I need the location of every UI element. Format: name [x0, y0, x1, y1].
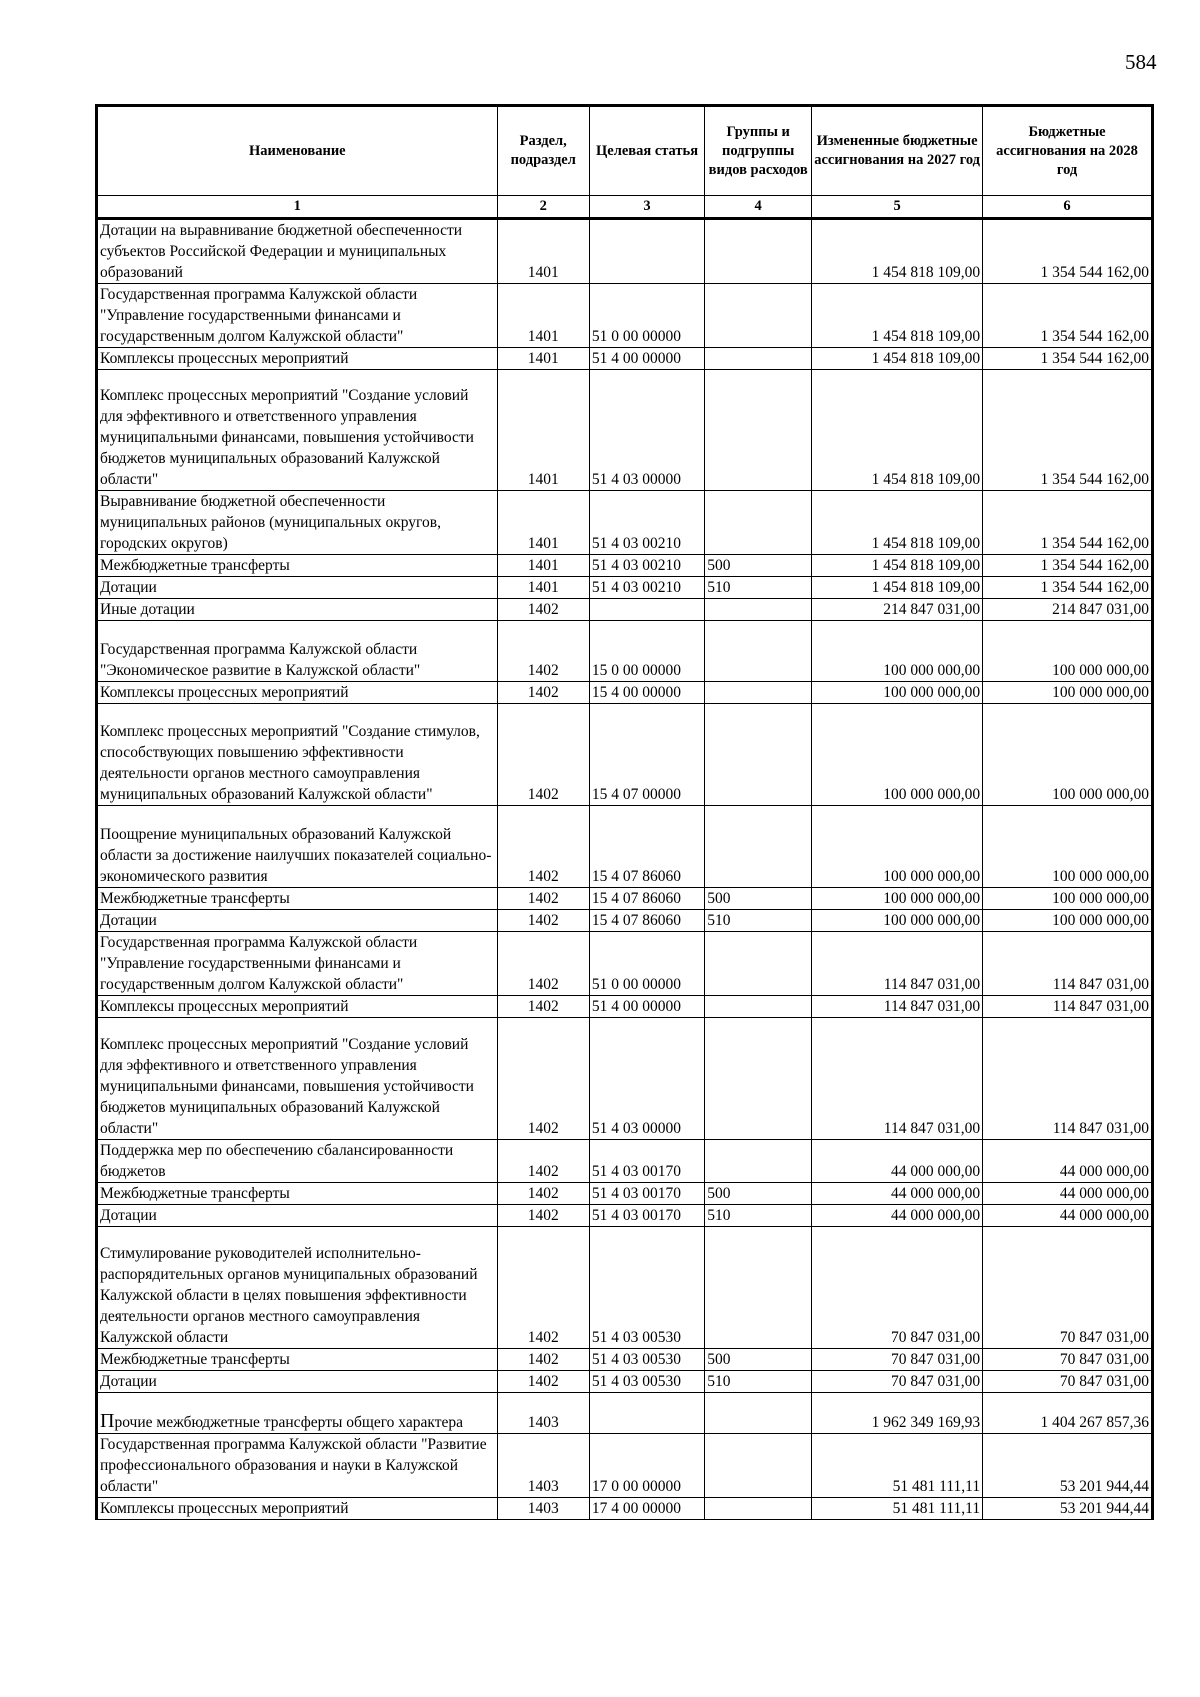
row-expense-group: 500 — [705, 888, 812, 910]
row-expense-group: 510 — [705, 1371, 812, 1393]
row-name: Прочие межбюджетные трансферты общего характера — [97, 1393, 498, 1434]
page-number: 584 — [1125, 50, 1157, 74]
header-name: Наименование — [97, 106, 498, 196]
table-row — [97, 219, 1153, 284]
row-expense-group: 510 — [705, 910, 812, 932]
row-section: 1402 — [497, 704, 589, 806]
column-number-row — [97, 196, 1153, 219]
row-amount-2028: 100 000 000,00 — [983, 888, 1153, 910]
table-row — [97, 1434, 1153, 1498]
row-amount-2027: 100 000 000,00 — [812, 682, 983, 704]
row-amount-2028: 100 000 000,00 — [983, 910, 1153, 932]
row-expense-group — [705, 219, 812, 284]
row-amount-2027: 214 847 031,00 — [812, 599, 983, 621]
row-target-article: 15 0 00 00000 — [589, 621, 704, 682]
row-target-article: 15 4 07 86060 — [589, 806, 704, 888]
row-section: 1401 — [497, 219, 589, 284]
row-amount-2027: 114 847 031,00 — [812, 1018, 983, 1140]
row-amount-2028: 70 847 031,00 — [983, 1349, 1153, 1371]
row-section: 1402 — [497, 621, 589, 682]
row-name: Дотации — [97, 577, 498, 599]
row-name: Дотации — [97, 1205, 498, 1227]
row-section: 1402 — [497, 682, 589, 704]
table-row — [97, 910, 1153, 932]
table-header-row — [97, 106, 1153, 196]
row-amount-2027: 1 454 818 109,00 — [812, 577, 983, 599]
row-amount-2027: 114 847 031,00 — [812, 932, 983, 996]
row-target-article: 51 4 00 00000 — [589, 348, 704, 370]
row-amount-2027: 70 847 031,00 — [812, 1349, 983, 1371]
row-amount-2027: 100 000 000,00 — [812, 888, 983, 910]
row-amount-2028: 1 354 544 162,00 — [983, 219, 1153, 284]
row-amount-2028: 214 847 031,00 — [983, 599, 1153, 621]
table-row — [97, 555, 1153, 577]
row-amount-2028: 1 354 544 162,00 — [983, 284, 1153, 348]
table-row — [97, 996, 1153, 1018]
row-section: 1402 — [497, 1227, 589, 1349]
row-amount-2027: 44 000 000,00 — [812, 1205, 983, 1227]
row-section: 1403 — [497, 1434, 589, 1498]
row-name: Межбюджетные трансферты — [97, 1349, 498, 1371]
row-section: 1402 — [497, 1205, 589, 1227]
row-amount-2028: 100 000 000,00 — [983, 682, 1153, 704]
header-target-article: Целевая статья — [589, 106, 704, 196]
row-section: 1402 — [497, 1349, 589, 1371]
row-target-article: 51 4 00 00000 — [589, 996, 704, 1018]
row-target-article — [589, 1393, 704, 1434]
row-target-article: 15 4 07 00000 — [589, 704, 704, 806]
row-expense-group — [705, 682, 812, 704]
row-amount-2028: 1 354 544 162,00 — [983, 577, 1153, 599]
row-section: 1401 — [497, 370, 589, 491]
table-row — [97, 932, 1153, 996]
row-expense-group — [705, 621, 812, 682]
table-row — [97, 284, 1153, 348]
table-row — [97, 1205, 1153, 1227]
table-row — [97, 1140, 1153, 1183]
row-amount-2028: 1 354 544 162,00 — [983, 348, 1153, 370]
row-section: 1401 — [497, 491, 589, 555]
row-name: Выравнивание бюджетной обеспеченности муниципальных районов (муниципальных округов, городских округов) — [97, 491, 498, 555]
row-amount-2028: 100 000 000,00 — [983, 806, 1153, 888]
row-target-article — [589, 219, 704, 284]
row-amount-2027: 100 000 000,00 — [812, 704, 983, 806]
row-amount-2028: 70 847 031,00 — [983, 1371, 1153, 1393]
row-expense-group — [705, 1227, 812, 1349]
row-name: Комплексы процессных мероприятий — [97, 682, 498, 704]
row-expense-group — [705, 1018, 812, 1140]
row-name: Государственная программа Калужской области "Развитие профессионального образования и науки в Калужской области" — [97, 1434, 498, 1498]
column-number: 4 — [705, 196, 812, 219]
table-row — [97, 599, 1153, 621]
row-expense-group — [705, 1498, 812, 1520]
column-number: 2 — [497, 196, 589, 219]
header-section: Раздел, подраздел — [497, 106, 589, 196]
row-name: Стимулирование руководителей исполнительно-распорядительных органов муниципальных образований Калужской области в целях повышения эффективности деятельности органов местного самоуправления Калужской области — [97, 1227, 498, 1349]
row-target-article: 51 4 03 00000 — [589, 370, 704, 491]
row-section: 1401 — [497, 577, 589, 599]
row-target-article: 17 4 00 00000 — [589, 1498, 704, 1520]
row-amount-2027: 1 454 818 109,00 — [812, 348, 983, 370]
row-target-article: 51 4 03 00530 — [589, 1227, 704, 1349]
column-number: 1 — [97, 196, 498, 219]
row-target-article: 51 4 03 00170 — [589, 1140, 704, 1183]
row-amount-2028: 44 000 000,00 — [983, 1183, 1153, 1205]
row-amount-2028: 100 000 000,00 — [983, 621, 1153, 682]
row-target-article: 51 4 03 00210 — [589, 555, 704, 577]
row-expense-group — [705, 348, 812, 370]
row-target-article: 51 4 03 00530 — [589, 1371, 704, 1393]
row-section: 1402 — [497, 910, 589, 932]
row-amount-2027: 44 000 000,00 — [812, 1140, 983, 1183]
row-amount-2028: 114 847 031,00 — [983, 932, 1153, 996]
row-section: 1402 — [497, 1183, 589, 1205]
row-expense-group: 500 — [705, 1349, 812, 1371]
row-amount-2027: 100 000 000,00 — [812, 621, 983, 682]
row-name: Поддержка мер по обеспечению сбалансированности бюджетов — [97, 1140, 498, 1183]
row-expense-group — [705, 284, 812, 348]
row-target-article: 51 4 03 00170 — [589, 1205, 704, 1227]
row-amount-2028: 53 201 944,44 — [983, 1434, 1153, 1498]
row-expense-group — [705, 1434, 812, 1498]
row-section: 1403 — [497, 1393, 589, 1434]
row-section: 1402 — [497, 932, 589, 996]
row-amount-2027: 1 454 818 109,00 — [812, 555, 983, 577]
row-section: 1402 — [497, 996, 589, 1018]
table-row — [97, 1371, 1153, 1393]
row-expense-group — [705, 996, 812, 1018]
table-row — [97, 1349, 1153, 1371]
row-amount-2028: 44 000 000,00 — [983, 1205, 1153, 1227]
row-expense-group — [705, 1140, 812, 1183]
row-target-article: 51 4 03 00000 — [589, 1018, 704, 1140]
row-name: Дотации на выравнивание бюджетной обеспеченности субъектов Российской Федерации и муниципальных образований — [97, 219, 498, 284]
row-section: 1401 — [497, 348, 589, 370]
row-expense-group — [705, 370, 812, 491]
row-target-article: 51 4 03 00210 — [589, 491, 704, 555]
row-amount-2027: 51 481 111,11 — [812, 1434, 983, 1498]
row-amount-2027: 70 847 031,00 — [812, 1371, 983, 1393]
row-amount-2028: 114 847 031,00 — [983, 996, 1153, 1018]
row-section: 1402 — [497, 599, 589, 621]
row-name: Комплекс процессных мероприятий "Создание условий для эффективного и ответственного управления муниципальными финансами, повышения устойчивости бюджетов муниципальных образований Калужской области" — [97, 1018, 498, 1140]
row-section: 1402 — [497, 1140, 589, 1183]
row-expense-group — [705, 704, 812, 806]
column-number: 3 — [589, 196, 704, 219]
row-target-article: 51 4 03 00530 — [589, 1349, 704, 1371]
row-amount-2028: 1 354 544 162,00 — [983, 370, 1153, 491]
row-amount-2027: 1 962 349 169,93 — [812, 1393, 983, 1434]
table-row — [97, 704, 1153, 806]
table-row — [97, 806, 1153, 888]
table-row — [97, 1183, 1153, 1205]
budget-table — [95, 104, 1154, 1520]
row-amount-2027: 114 847 031,00 — [812, 996, 983, 1018]
row-section: 1402 — [497, 888, 589, 910]
table-row — [97, 1018, 1153, 1140]
row-target-article: 15 4 07 86060 — [589, 910, 704, 932]
row-amount-2027: 70 847 031,00 — [812, 1227, 983, 1349]
table-row — [97, 682, 1153, 704]
table-row — [97, 577, 1153, 599]
row-name: Межбюджетные трансферты — [97, 555, 498, 577]
row-target-article — [589, 599, 704, 621]
row-amount-2028: 114 847 031,00 — [983, 1018, 1153, 1140]
column-number: 6 — [983, 196, 1153, 219]
row-expense-group — [705, 932, 812, 996]
table-row — [97, 1498, 1153, 1520]
row-expense-group: 500 — [705, 555, 812, 577]
header-amount-2028: Бюджетные ассигнования на 2028 год — [983, 106, 1153, 196]
row-amount-2028: 70 847 031,00 — [983, 1227, 1153, 1349]
row-amount-2027: 44 000 000,00 — [812, 1183, 983, 1205]
table-body — [97, 219, 1153, 1520]
table-row — [97, 491, 1153, 555]
row-section: 1402 — [497, 806, 589, 888]
column-number: 5 — [812, 196, 983, 219]
header-expense-groups: Группы и подгруппы видов расходов — [705, 106, 812, 196]
row-amount-2027: 51 481 111,11 — [812, 1498, 983, 1520]
row-amount-2028: 1 354 544 162,00 — [983, 491, 1153, 555]
row-amount-2027: 1 454 818 109,00 — [812, 370, 983, 491]
row-target-article: 51 4 03 00210 — [589, 577, 704, 599]
row-amount-2028: 44 000 000,00 — [983, 1140, 1153, 1183]
table-row — [97, 1227, 1153, 1349]
row-name: Комплексы процессных мероприятий — [97, 996, 498, 1018]
row-name: Комплекс процессных мероприятий "Создание условий для эффективного и ответственного управления муниципальными финансами, повышения устойчивости бюджетов муниципальных образований Калужской области" — [97, 370, 498, 491]
row-section: 1403 — [497, 1498, 589, 1520]
row-expense-group: 510 — [705, 1205, 812, 1227]
row-expense-group — [705, 599, 812, 621]
row-name: Комплексы процессных мероприятий — [97, 348, 498, 370]
row-amount-2028: 53 201 944,44 — [983, 1498, 1153, 1520]
row-target-article: 51 4 03 00170 — [589, 1183, 704, 1205]
row-target-article: 51 0 00 00000 — [589, 284, 704, 348]
row-expense-group — [705, 491, 812, 555]
row-expense-group: 500 — [705, 1183, 812, 1205]
row-target-article: 15 4 07 86060 — [589, 888, 704, 910]
row-amount-2027: 1 454 818 109,00 — [812, 284, 983, 348]
row-amount-2027: 1 454 818 109,00 — [812, 219, 983, 284]
row-name: Государственная программа Калужской области "Управление государственными финансами и государственным долгом Калужской области" — [97, 284, 498, 348]
row-amount-2028: 1 354 544 162,00 — [983, 555, 1153, 577]
row-expense-group — [705, 1393, 812, 1434]
row-expense-group — [705, 806, 812, 888]
row-amount-2028: 100 000 000,00 — [983, 704, 1153, 806]
row-name: Дотации — [97, 1371, 498, 1393]
row-name: Иные дотации — [97, 599, 498, 621]
table-row — [97, 370, 1153, 491]
row-amount-2028: 1 404 267 857,36 — [983, 1393, 1153, 1434]
row-name: Комплексы процессных мероприятий — [97, 1498, 498, 1520]
row-name: Межбюджетные трансферты — [97, 1183, 498, 1205]
table-row — [97, 888, 1153, 910]
row-section: 1401 — [497, 284, 589, 348]
row-target-article: 51 0 00 00000 — [589, 932, 704, 996]
table-row — [97, 621, 1153, 682]
row-target-article: 15 4 00 00000 — [589, 682, 704, 704]
row-amount-2027: 100 000 000,00 — [812, 910, 983, 932]
row-target-article: 17 0 00 00000 — [589, 1434, 704, 1498]
row-section: 1402 — [497, 1018, 589, 1140]
row-expense-group: 510 — [705, 577, 812, 599]
row-name: Дотации — [97, 910, 498, 932]
row-name: Комплекс процессных мероприятий "Создание стимулов, способствующих повышению эффективности деятельности органов местного самоуправления муниципальных образований Калужской области" — [97, 704, 498, 806]
row-section: 1401 — [497, 555, 589, 577]
row-name: Поощрение муниципальных образований Калужской области за достижение наилучших показателей социально-экономического развития — [97, 806, 498, 888]
row-name: Государственная программа Калужской области "Экономическое развитие в Калужской области" — [97, 621, 498, 682]
row-name: Межбюджетные трансферты — [97, 888, 498, 910]
table-row — [97, 1393, 1153, 1434]
table-row — [97, 348, 1153, 370]
row-amount-2027: 1 454 818 109,00 — [812, 491, 983, 555]
header-amount-2027: Измененные бюджетные ассигнования на 2027 год — [812, 106, 983, 196]
row-name: Государственная программа Калужской области "Управление государственными финансами и государственным долгом Калужской области" — [97, 932, 498, 996]
row-amount-2027: 100 000 000,00 — [812, 806, 983, 888]
row-section: 1402 — [497, 1371, 589, 1393]
